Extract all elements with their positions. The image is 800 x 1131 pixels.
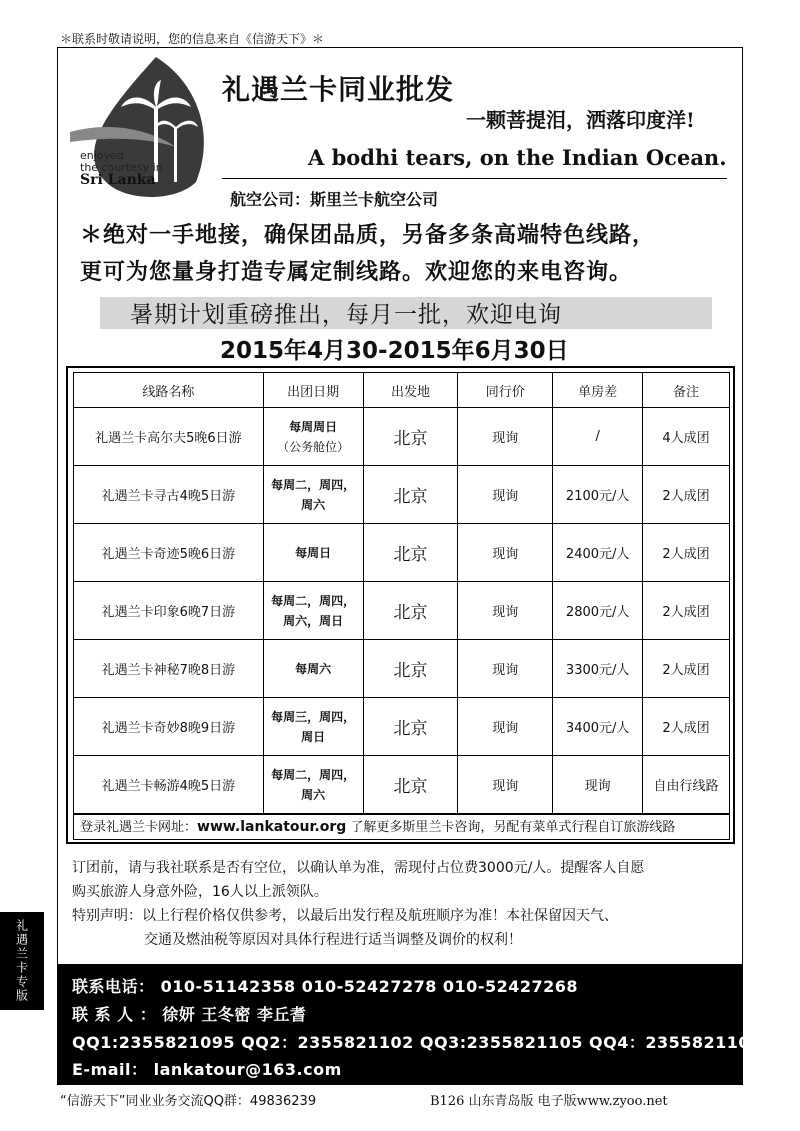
header-price: 同行价: [458, 373, 553, 408]
airline-info: 航空公司：斯里兰卡航空公司: [230, 190, 439, 209]
route-note: 2人成团: [643, 698, 730, 756]
route-dates: 每周三，周四， 周日: [263, 698, 363, 756]
contact-panel: [58, 964, 762, 1084]
route-name: 礼遇兰卡奇迹5晚6日游: [74, 524, 264, 582]
route-name: 礼遇兰卡神秘7晚8日游: [74, 640, 264, 698]
route-price: 现询: [458, 698, 553, 756]
note-line-1: 订团前，请与我社联系是否有空位，以确认单为准，需现付占位费3000元/人。提醒客人自愿: [72, 860, 645, 876]
logo-text-enjoyed: enjoyed the courtesy in: [80, 149, 163, 174]
table-row: [74, 756, 730, 814]
route-note: 2人成团: [643, 640, 730, 698]
pitch-line-1: ＊绝对一手地接，确保团品质，另备多条高端特色线路，: [80, 223, 656, 248]
route-note: 2人成团: [643, 524, 730, 582]
route-origin: 北京: [363, 582, 458, 640]
route-single: /: [553, 408, 643, 466]
route-name: 礼遇兰卡畅游4晚5日游: [74, 756, 264, 814]
route-dates: 每周二，周四， 周六: [263, 466, 363, 524]
website-link[interactable]: www.lankatour.org: [197, 819, 347, 835]
route-dates: 每周日: [263, 524, 363, 582]
header-note: 备注: [643, 373, 730, 408]
route-origin: 北京: [363, 466, 458, 524]
route-price: 现询: [458, 524, 553, 582]
footer-qq-group: “信游天下”同业业务交流QQ群：49836239: [60, 1094, 317, 1109]
route-note: 2人成团: [643, 582, 730, 640]
note-line-2: 购买旅游人身意外险，16人以上派领队。: [72, 884, 328, 900]
route-single: 2100元/人: [553, 466, 643, 524]
route-name: 礼遇兰卡寻古4晚5日游: [74, 466, 264, 524]
pitch-line-2: 更可为您量身打造专属定制线路。欢迎您的来电咨询。: [80, 260, 633, 285]
contact-people: 联 系 人 ： 徐妍 王冬密 李丘耆: [72, 1005, 307, 1024]
route-origin: 北京: [363, 698, 458, 756]
header-origin: 出发地: [363, 373, 458, 408]
contact-email: E-mail： lankatour@163.com: [72, 1060, 342, 1079]
top-note: ＊联系时敬请说明，您的信息来自《信游天下》＊: [60, 32, 325, 46]
route-price: 现询: [458, 582, 553, 640]
route-single: 2800元/人: [553, 582, 643, 640]
route-price: 现询: [458, 756, 553, 814]
table-header-row: [74, 373, 730, 408]
route-note: 自由行线路: [643, 756, 730, 814]
note-line-3: 特别声明：以上行程价格仅供参考，以最后出发行程及航班顺序为准！本社保留因天气、: [72, 908, 618, 924]
route-table-container: [66, 366, 735, 844]
route-name: 礼遇兰卡印象6晚7日游: [74, 582, 264, 640]
side-tab-label: 礼遇兰卡专版: [0, 912, 44, 1010]
header-route: 线路名称: [74, 373, 264, 408]
route-price: 现询: [458, 640, 553, 698]
logo-text-sri-lanka: Sri Lanka: [80, 172, 156, 188]
route-name: 礼遇兰卡奇妙8晚9日游: [74, 698, 264, 756]
header-divider: [222, 178, 727, 179]
route-single: 现询: [553, 756, 643, 814]
route-origin: 北京: [363, 756, 458, 814]
route-single: 3300元/人: [553, 640, 643, 698]
route-price: 现询: [458, 466, 553, 524]
route-price: 现询: [458, 408, 553, 466]
route-dates: 每周周日 （公务舱位）: [263, 408, 363, 466]
route-dates: 每周六: [263, 640, 363, 698]
table-row: [74, 582, 730, 640]
brand-title: 礼遇兰卡同业批发: [222, 73, 455, 106]
table-row: [74, 408, 730, 466]
table-row: [74, 466, 730, 524]
route-origin: 北京: [363, 408, 458, 466]
route-single: 3400元/人: [553, 698, 643, 756]
page-footer: [60, 1090, 740, 1109]
booking-notes: [72, 856, 644, 952]
table-row: [74, 698, 730, 756]
footer-page-info: B126 山东青岛版 电子版www.zyoo.net: [430, 1094, 668, 1109]
route-note: 4人成团: [643, 408, 730, 466]
route-single: 2400元/人: [553, 524, 643, 582]
slogan-cn: 一颗菩提泪，洒落印度洋!: [466, 108, 695, 132]
route-dates: 每周二，周四， 周六，周日: [263, 582, 363, 640]
route-name: 礼遇兰卡高尔夫5晚6日游: [74, 408, 264, 466]
table-row: [74, 640, 730, 698]
route-origin: 北京: [363, 640, 458, 698]
route-table: [73, 372, 730, 814]
header-dates: 出团日期: [263, 373, 363, 408]
slogan-en: A bodhi tears, on the Indian Ocean.: [308, 145, 727, 170]
header-single: 单房差: [553, 373, 643, 408]
contact-qq: QQ1:2355821095 QQ2：2355821102 QQ3:2355821105 QQ4：2355821104: [72, 1033, 762, 1052]
summer-plan: 暑期计划重磅推出，每月一批，欢迎电询: [130, 302, 562, 328]
contact-phone: 联系电话： 010-51142358 010-52427278 010-52427268: [72, 977, 579, 996]
note-line-4: 交通及燃油税等原因对具体行程进行适当调整及调价的权利！: [144, 932, 522, 948]
table-footer-website: 登录礼遇兰卡网址：www.lankatour.org 了解更多斯里兰卡咨询，另配有菜单式行程自订旅游线路: [73, 814, 730, 840]
route-dates: 每周二，周四， 周六: [263, 756, 363, 814]
route-note: 2人成团: [643, 466, 730, 524]
route-origin: 北京: [363, 524, 458, 582]
date-range: 2015年4月30-2015年6月30日: [220, 338, 569, 364]
table-row: [74, 524, 730, 582]
